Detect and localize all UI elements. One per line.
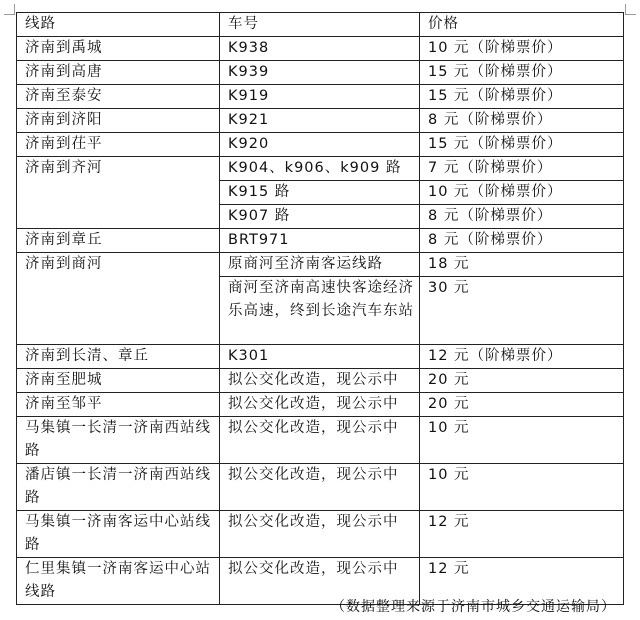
- bus-number-cell: 拟公交化改造，现公示中: [220, 417, 420, 464]
- bus-number-cell: 拟公交化改造，现公示中: [220, 558, 420, 605]
- bus-number-cell: 拟公交化改造，现公示中: [220, 393, 420, 417]
- table-row: [17, 393, 624, 417]
- route-cell: 济南至邹平: [17, 393, 220, 417]
- price-cell: 12 元: [420, 558, 624, 605]
- table-row: [17, 61, 624, 85]
- bus-number-cell: K939: [220, 61, 420, 85]
- price-cell: 12 元: [420, 511, 624, 558]
- route-cell: 济南至肥城: [17, 369, 220, 393]
- route-cell: 济南到齐河: [17, 157, 220, 229]
- bus-number-cell: K301: [220, 345, 420, 369]
- price-cell: 10 元: [420, 417, 624, 464]
- bus-number-cell: K907 路: [220, 205, 420, 229]
- price-cell: 8 元（阶梯票价）: [420, 109, 624, 133]
- table-row: [17, 133, 624, 157]
- price-cell: 8 元（阶梯票价）: [420, 205, 624, 229]
- route-cell: 济南至泰安: [17, 85, 220, 109]
- bus-number-cell: K915 路: [220, 181, 420, 205]
- route-cell: 济南到禹城: [17, 37, 220, 61]
- price-cell: 30 元: [420, 277, 624, 345]
- route-cell: 济南到商河: [17, 253, 220, 345]
- table-row: [17, 37, 624, 61]
- price-cell: 12 元（阶梯票价）: [420, 345, 624, 369]
- bus-number-cell: 原商河至济南客运线路: [220, 253, 420, 277]
- price-cell: 15 元（阶梯票价）: [420, 61, 624, 85]
- header-route: 线路: [17, 13, 220, 37]
- route-cell: 仁里集镇一济南客运中心站线路: [17, 558, 220, 605]
- route-cell: 济南到济阳: [17, 109, 220, 133]
- source-note: （数据整理来源于济南市城乡交通运输局）: [331, 599, 616, 615]
- table-row: [17, 85, 624, 109]
- bus-number-cell: K919: [220, 85, 420, 109]
- route-cell: 济南到茌平: [17, 133, 220, 157]
- price-cell: 7 元（阶梯票价）: [420, 157, 624, 181]
- price-cell: 10 元（阶梯票价）: [420, 181, 624, 205]
- route-cell: 济南到章丘: [17, 229, 220, 253]
- table-row: [17, 157, 624, 181]
- route-cell: 济南到长清、章丘: [17, 345, 220, 369]
- route-cell: 马集镇一长清一济南西站线路: [17, 417, 220, 464]
- table-row: [17, 109, 624, 133]
- header-price: 价格: [420, 13, 624, 37]
- price-cell: 10 元（阶梯票价）: [420, 37, 624, 61]
- price-cell: 20 元: [420, 369, 624, 393]
- price-cell: 8 元（阶梯票价）: [420, 229, 624, 253]
- price-cell: 18 元: [420, 253, 624, 277]
- bus-number-cell: K920: [220, 133, 420, 157]
- bus-number-cell: K921: [220, 109, 420, 133]
- price-cell: 10 元: [420, 464, 624, 511]
- route-cell: 马集镇一济南客运中心站线路: [17, 511, 220, 558]
- header-bus-number: 车号: [220, 13, 420, 37]
- page-corner-mark: [4, 4, 15, 15]
- bus-number-cell: 拟公交化改造，现公示中: [220, 464, 420, 511]
- table-row: [17, 369, 624, 393]
- table-row: [17, 229, 624, 253]
- table-row: [17, 464, 624, 511]
- bus-number-cell: K904、k906、k909 路: [220, 157, 420, 181]
- table-row: [17, 253, 624, 277]
- table-header-row: [17, 13, 624, 37]
- price-cell: 15 元（阶梯票价）: [420, 85, 624, 109]
- table-row: [17, 417, 624, 464]
- bus-number-cell: 拟公交化改造，现公示中: [220, 511, 420, 558]
- bus-number-cell: 商河至济南高速快客途经济乐高速，终到长途汽车东站: [220, 277, 420, 345]
- bus-number-cell: K938: [220, 37, 420, 61]
- table-row: [17, 511, 624, 558]
- page-corner-mark: [625, 4, 636, 15]
- fare-table: [16, 12, 624, 605]
- bus-number-cell: BRT971: [220, 229, 420, 253]
- bus-number-cell: 拟公交化改造，现公示中: [220, 369, 420, 393]
- route-cell: 潘店镇一长清一济南西站线路: [17, 464, 220, 511]
- table-row: [17, 345, 624, 369]
- price-cell: 15 元（阶梯票价）: [420, 133, 624, 157]
- route-cell: 济南到高唐: [17, 61, 220, 85]
- price-cell: 20 元: [420, 393, 624, 417]
